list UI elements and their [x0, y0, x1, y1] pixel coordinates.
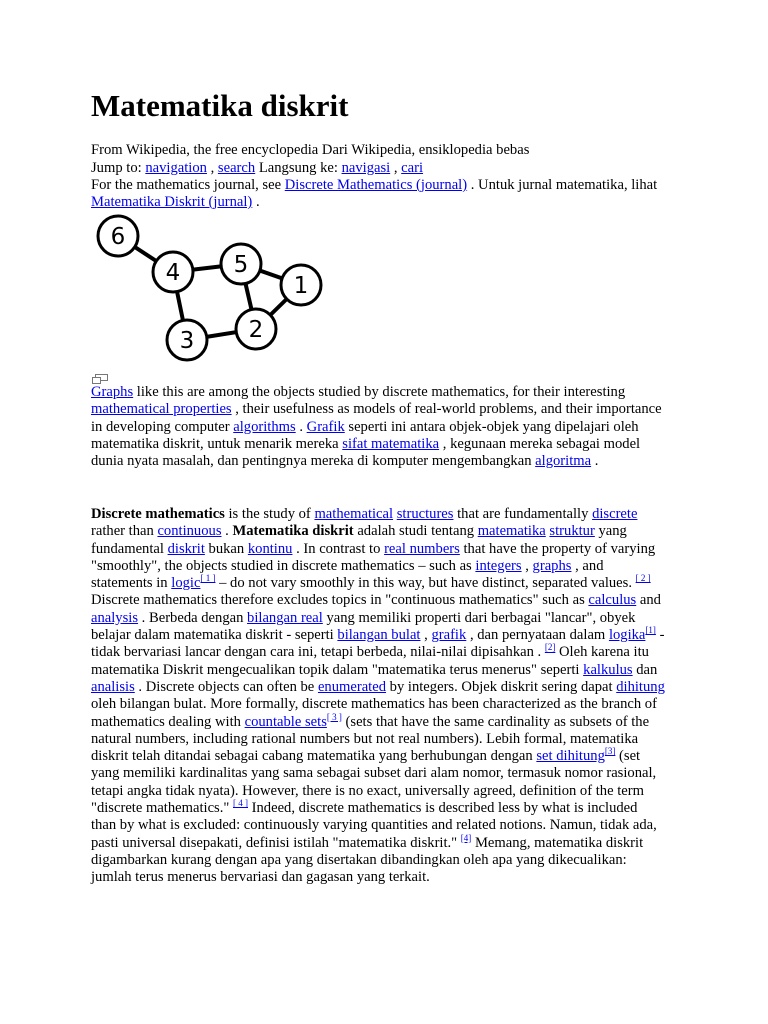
grafik-body-link[interactable]: grafik: [431, 627, 467, 644]
grafik-link[interactable]: Grafik: [306, 418, 345, 435]
matematika-link[interactable]: matematika: [477, 523, 546, 540]
graphs-link[interactable]: Graphs: [91, 384, 134, 400]
reference-1-id[interactable]: [1]: [645, 625, 656, 636]
algoritma-link[interactable]: algoritma: [535, 453, 592, 470]
analisis-link[interactable]: analisis: [91, 678, 135, 695]
jump-search-link[interactable]: search: [217, 160, 256, 176]
set-dihitung-link[interactable]: set dihitung: [536, 748, 605, 765]
graph-node-label: 5: [233, 252, 249, 278]
reference-2-id[interactable]: [2]: [544, 642, 556, 653]
graph-node-label: 4: [165, 260, 181, 286]
graph-node-label: 1: [293, 273, 309, 299]
logika-link[interactable]: logika: [608, 627, 646, 644]
structures-link[interactable]: structures: [396, 506, 454, 522]
mathematical-link[interactable]: mathematical: [314, 506, 394, 522]
graph-node-label: 3: [179, 328, 195, 354]
hatnote: For the mathematics journal, see Discrete Mathematics (journal) . Untuk jurnal matematika, lihat: [91, 177, 658, 193]
jump-navigation-link[interactable]: navigation: [145, 160, 207, 176]
site-tagline: From Wikipedia, the free encyclopedia Dari Wikipedia, ensiklopedia bebas: [91, 142, 530, 158]
diskrit-link[interactable]: diskrit: [167, 540, 205, 557]
graph-node-label: 2: [248, 317, 264, 343]
jump-cari-link[interactable]: cari: [401, 160, 424, 176]
reference-2[interactable]: [ 2 ]: [635, 573, 651, 584]
struktur-link[interactable]: struktur: [549, 523, 595, 540]
reference-3[interactable]: [ 3 ]: [326, 711, 342, 722]
sifat-matematika-link[interactable]: sifat matematika: [342, 435, 440, 452]
calculus-link[interactable]: calculus: [588, 592, 637, 609]
real-numbers-link[interactable]: real numbers: [384, 540, 460, 557]
hatnote-cont: Matematika Diskrit (jurnal) .: [91, 194, 260, 210]
logic-link[interactable]: logic: [171, 575, 201, 592]
reference-3-id[interactable]: [3]: [604, 746, 616, 757]
enumerated-link[interactable]: enumerated: [317, 678, 387, 695]
dihitung-link[interactable]: dihitung: [616, 678, 665, 695]
kalkulus-link[interactable]: kalkulus: [583, 661, 633, 678]
enlarge-icon[interactable]: [92, 374, 108, 384]
jump-navigasi-link[interactable]: navigasi: [341, 160, 391, 176]
continuous-link[interactable]: continuous: [157, 523, 222, 540]
discrete-mathematics-journal-link[interactable]: Discrete Mathematics (journal): [284, 177, 468, 193]
bilangan-bulat-link[interactable]: bilangan bulat: [337, 627, 421, 644]
graphs-body-link[interactable]: graphs: [532, 557, 572, 574]
reference-1[interactable]: [ 1 ]: [200, 573, 216, 584]
matematika-diskrit-jurnal-link[interactable]: Matematika Diskrit (jurnal): [91, 194, 253, 210]
mathematical-properties-link[interactable]: mathematical properties: [91, 401, 232, 418]
figure-caption: Graphs like this are among the objects studied by discrete mathematics, for their interesting mathematical properties , their usefulness as models of real-world problems, and their importance in developing computer algorithms . Grafik seperti ini antara objek-objek yang dipelajari oleh matematika diskrit, untuk menarik mereka sifat matematika , kegunaan mereka sebagai model dunia nyata masalah, dan pentingnya mereka di komputer mengembangkan algoritma .: [91, 384, 662, 470]
jump-links: Jump to: navigation , search Langsung ke: navigasi , cari: [91, 160, 424, 176]
intro-paragraph: Discrete mathematics is the study of mathematical structures that are fundamentally discrete rather than continuous . Matematika diskrit adalah studi tentang matematika struktur yang fundamental diskrit bukan kontinu . In contrast to real numbers that have the property of varying "smoothly", the objects studied in discrete mathematics – such as integers , graphs , and statements in logic[ 1 ] – do not vary smoothly in this way, but have distinct, separated values. [ 2 ] Discrete mathematics therefore excludes topics in "continuous mathematics" such as calculus and analysis . Berbeda dengan bilangan real yang memiliki properti dari berbagai "lancar", obyek belajar dalam matematika diskrit - seperti bilangan bulat , grafik , dan pernyataan dalam logika[1] - tidak bervariasi lancar dengan cara ini, tetapi berbeda, nilai-nilai dipisahkan . [2] Oleh karena itu matematika Diskrit mengecualikan topik dalam "matematika terus menerus" seperti kalkulus dan analisis . Discrete objects can often be enumerated by integers. Objek diskrit sering dapat dihitung oleh bilangan bulat. More formally, discrete mathematics has been characterized as the branch of mathematics dealing with countable sets[ 3 ] (sets that have the same cardinality as subsets of the natural numbers, including rational numbers but not real numbers). Lebih formal, matematika diskrit telah ditandai sebagai cabang matematika yang berhubungan dengan set dihitung[3] (set yang memiliki kardinalitas yang sama sebagai subset dari alam nomor, termasuk nomor rasional, tetapi angka tidak nyata). However, there is no exact, universally agreed, definition of the term "discrete mathematics." [ 4 ] Indeed, discrete mathematics is described less by what is included than by what is excluded: continuously varying quantities and related notions. Namun, tidak ada, pasti universal disepakati, definisi istilah "matematika diskrit." [4] Memang, matematika diskrit digambarkan kurang dengan apa yang disertakan dibandingkan oleh apa yang dikecualikan: jumlah terus menerus bervariasi dan gagasan yang terkait.: [91, 506, 665, 886]
algorithms-link[interactable]: algorithms: [233, 418, 296, 435]
graph-figure[interactable]: [91, 214, 341, 370]
page-title: Matematika diskrit: [91, 88, 349, 123]
reference-4[interactable]: [ 4 ]: [233, 798, 248, 809]
graph-node-label: 6: [110, 224, 126, 250]
countable-sets-link[interactable]: countable sets: [244, 713, 327, 730]
kontinu-link[interactable]: kontinu: [247, 540, 293, 557]
bilangan-real-link[interactable]: bilangan real: [247, 609, 323, 626]
integers-link[interactable]: integers: [475, 557, 522, 574]
reference-4-id[interactable]: [4]: [460, 832, 472, 843]
discrete-link[interactable]: discrete: [592, 506, 638, 522]
analysis-link[interactable]: analysis: [91, 609, 139, 626]
